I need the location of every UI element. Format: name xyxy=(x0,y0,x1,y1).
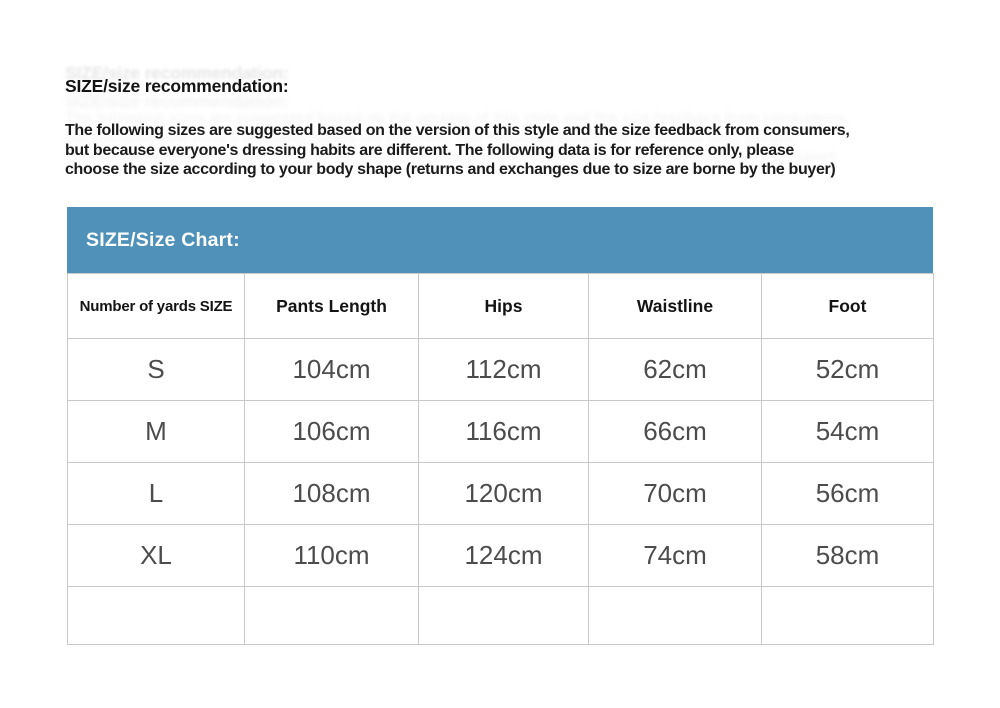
waistline-cell: 62cm xyxy=(589,339,762,401)
column-header-size: Number of yards SIZE xyxy=(68,274,245,339)
table-row-empty xyxy=(68,587,934,645)
empty-cell xyxy=(68,587,245,645)
empty-cell xyxy=(589,587,762,645)
size-chart-section xyxy=(67,207,933,645)
pants-length-cell: 108cm xyxy=(245,463,419,525)
page-title: SIZE/size recommendation: xyxy=(65,76,289,96)
size-recommendation-text xyxy=(65,121,950,180)
table-row-xl xyxy=(68,525,934,587)
hips-cell: 120cm xyxy=(419,463,589,525)
hips-cell: 112cm xyxy=(419,339,589,401)
intro-line-1: The following sizes are suggested based on the version of this style and the size feedback from consumers, xyxy=(65,122,850,139)
size-cell: S xyxy=(68,339,245,401)
size-table xyxy=(67,273,934,645)
column-header-hips: Hips xyxy=(419,274,589,339)
foot-cell: 54cm xyxy=(762,401,934,463)
size-chart-banner xyxy=(67,207,933,273)
pants-length-cell: 104cm xyxy=(245,339,419,401)
column-header-pants-length: Pants Length xyxy=(245,274,419,339)
foot-cell: 56cm xyxy=(762,463,934,525)
empty-cell xyxy=(762,587,934,645)
pants-length-cell: 106cm xyxy=(245,401,419,463)
intro-line-2: but because everyone's dressing habits are different. The following data is for reference only, please xyxy=(65,141,794,159)
table-row-l xyxy=(68,463,934,525)
table-row-m xyxy=(68,401,934,463)
column-header-foot: Foot xyxy=(762,274,934,339)
empty-cell xyxy=(245,587,419,645)
foot-cell: 52cm xyxy=(762,339,934,401)
waistline-cell: 74cm xyxy=(589,525,762,587)
hips-cell: 124cm xyxy=(419,525,589,587)
pants-length-cell: 110cm xyxy=(245,525,419,587)
foot-cell: 58cm xyxy=(762,525,934,587)
size-cell: XL xyxy=(68,525,245,587)
size-cell: L xyxy=(68,463,245,525)
size-cell: M xyxy=(68,401,245,463)
size-chart-title: SIZE/Size Chart: xyxy=(86,228,240,251)
hips-cell: 116cm xyxy=(419,401,589,463)
empty-cell xyxy=(419,587,589,645)
waistline-cell: 70cm xyxy=(589,463,762,525)
waistline-cell: 66cm xyxy=(589,401,762,463)
table-header-row xyxy=(68,274,934,339)
table-row-s xyxy=(68,339,934,401)
intro-line-3: choose the size according to your body shape (returns and exchanges due to size are borne by the buyer) xyxy=(65,161,836,178)
column-header-waistline: Waistline xyxy=(589,274,762,339)
